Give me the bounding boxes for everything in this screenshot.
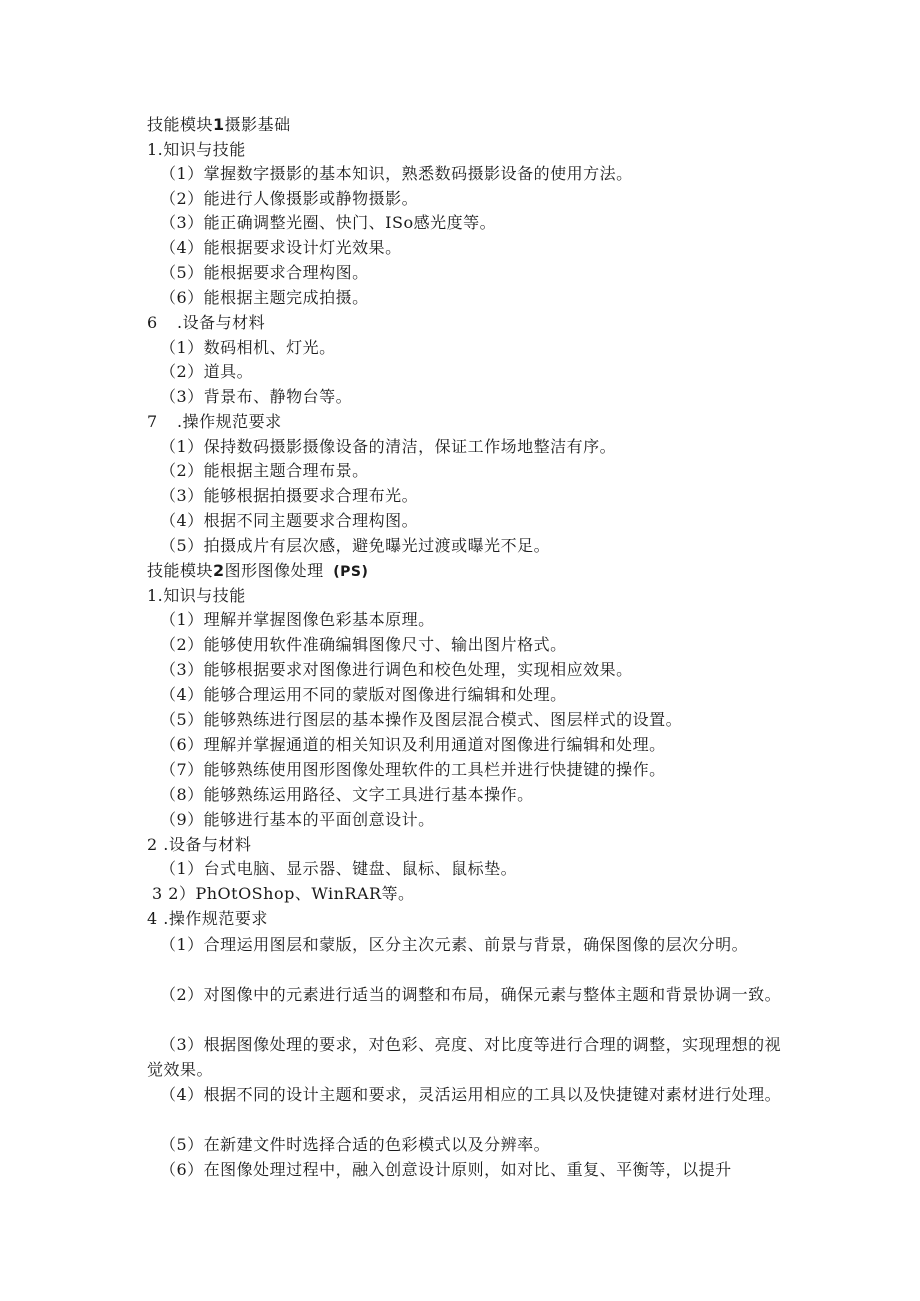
list-item: （3）能够根据要求对图像进行调色和校色处理，实现相应效果。 [160,660,633,679]
list-item: （1）数码相机、灯光。 [160,338,336,357]
list-item: （3）能正确调整光圈、快门、ISo感光度等。 [160,213,497,232]
paragraph-item: （4）根据不同的设计主题和要求，灵活运用相应的工具以及快捷键对素材进行处理。 [160,1085,782,1104]
list-item: （2）能进行人像摄影或静物摄影。 [160,189,419,208]
list-item: （5）能够熟练进行图层的基本操作及图层混合模式、图层样式的设置。 [160,710,683,729]
list-item: （2）能够使用软件准确编辑图像尺寸、输出图片格式。 [160,635,567,654]
module2-s2-heading: 2 .设备与材料 [147,835,252,854]
module2-title-tag: (PS) [333,564,369,580]
module1-title-prefix: 技能模块 [147,115,214,134]
module1-s1-heading: 1.知识与技能 [147,140,246,159]
module2-title-num: 2 [213,561,225,580]
list-item: （6）能根据主题完成拍摄。 [160,288,369,307]
module2-title [147,561,368,582]
list-item: （4）能根据要求设计灯光效果。 [160,238,402,257]
module2-s3-heading: 4 .操作规范要求 [147,909,268,928]
list-item: （4）能够合理运用不同的蒙版对图像进行编辑和处理。 [160,685,567,704]
list-item: （3）能够根据拍摄要求合理布光。 [160,486,419,505]
paragraph-item: （6）在图像处理过程中，融入创意设计原则，如对比、重复、平衡等，以提升 [160,1160,732,1179]
list-item: 3 2）PhOtOShop、WinRAR等。 [152,884,415,903]
list-item: （4）根据不同主题要求合理构图。 [160,511,419,530]
list-item: （9）能够进行基本的平面创意设计。 [160,810,435,829]
paragraph-item: （2）对图像中的元素进行适当的调整和布局，确保元素与整体主题和背景协调一致。 [160,985,782,1004]
module2-title-prefix: 技能模块 [147,561,214,580]
list-item: （5）能根据要求合理构图。 [160,263,369,282]
module1-title-suffix: 摄影基础 [224,115,291,134]
list-item: （8）能够熟练运用路径、文字工具进行基本操作。 [160,785,534,804]
list-item: （6）理解并掌握通道的相关知识及利用通道对图像进行编辑和处理。 [160,735,666,754]
paragraph-item: （3）根据图像处理的要求，对色彩、亮度、对比度等进行合理的调整，实现理想的视觉效果。 [147,1035,782,1079]
list-item: （1）理解并掌握图像色彩基本原理。 [160,610,435,629]
module1-s3-heading [147,412,282,432]
paragraph-item: （1）合理运用图层和蒙版，区分主次元素、前景与背景，确保图像的层次分明。 [160,935,749,954]
module1-title [147,115,291,135]
list-item: （1）保持数码摄影摄像设备的清洁，保证工作场地整洁有序。 [160,437,617,456]
list-item: （7）能够熟练使用图形图像处理软件的工具栏并进行快捷键的操作。 [160,760,666,779]
module1-s2-num: 6 [147,313,158,332]
list-item: （5）拍摄成片有层次感，避免曝光过渡或曝光不足。 [160,536,551,555]
module2-s1-heading: 1.知识与技能 [147,586,246,605]
paragraph-item: （5）在新建文件时选择合适的色彩模式以及分辨率。 [160,1135,551,1154]
list-item: （1）掌握数字摄影的基本知识，熟悉数码摄影设备的使用方法。 [160,164,633,183]
module1-s2-label: .设备与材料 [177,313,266,332]
module2-title-suffix: 图形图像处理 [224,561,324,580]
list-item: （2）能根据主题合理布景。 [160,461,369,480]
list-item: （1）台式电脑、显示器、键盘、鼠标、鼠标垫。 [160,859,518,878]
module1-s3-label: .操作规范要求 [177,412,282,431]
module1-s3-num: 7 [147,412,158,431]
list-item: （2）道具。 [160,362,254,381]
list-item: （3）背景布、静物台等。 [160,387,353,406]
module1-s2-heading [147,313,265,333]
module1-title-num: 1 [213,115,225,134]
